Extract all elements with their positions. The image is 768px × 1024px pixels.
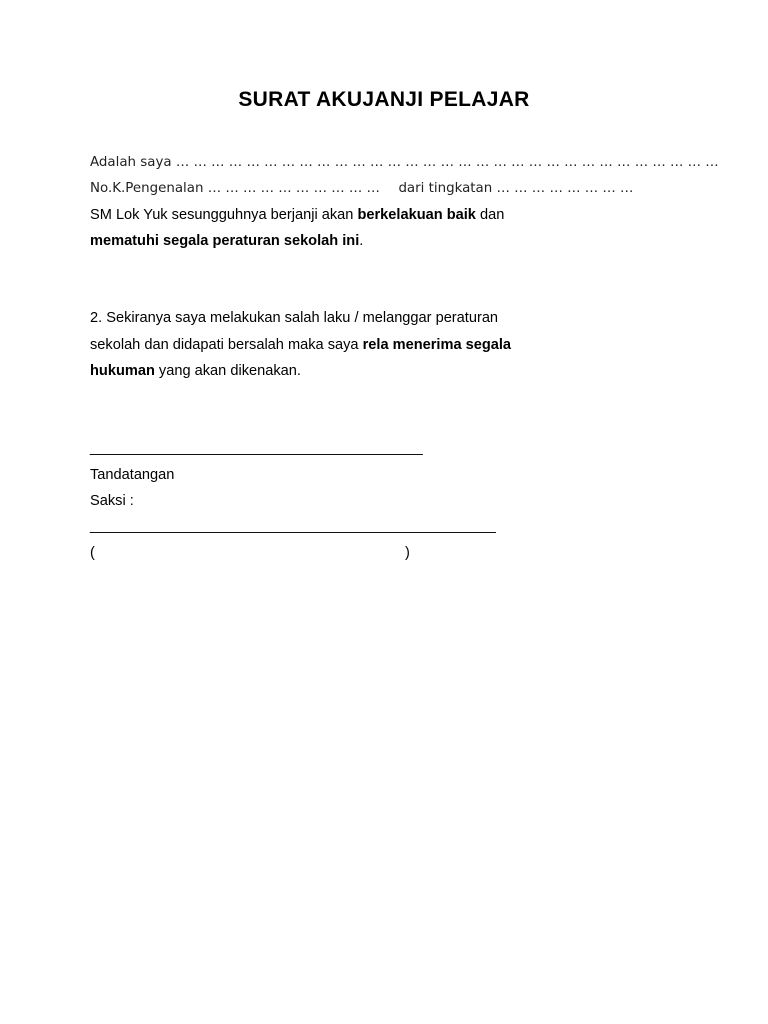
document-title: SURAT AKUJANJI PELAJAR bbox=[238, 88, 530, 111]
name-line: Adalah saya … … … … … … … … … … … … … … … … … … … … … … … … … … … … … … … bbox=[90, 155, 719, 170]
signature-line: _________________________________________ bbox=[90, 440, 423, 456]
clause-2-line-2 bbox=[90, 337, 511, 353]
ic-number-field: No.K.Pengenalan … … … … … … … … … … bbox=[90, 181, 380, 196]
witness-signature-line: __________________________________________________ bbox=[90, 518, 496, 534]
clause-2-line-1: 2. Sekiranya saya melakukan salah laku / melanggar peraturan bbox=[90, 310, 499, 326]
witness-name-paren-close: ) bbox=[405, 545, 410, 561]
clause-2-line-3 bbox=[90, 363, 301, 379]
pledge-bold-text: berkelakuan baik bbox=[357, 207, 476, 223]
form-level-field: dari tingkatan … … … … … … … … bbox=[398, 181, 634, 196]
signature-label: Tandatangan bbox=[90, 467, 175, 483]
clause-2-bold-text-2: hukuman bbox=[90, 363, 155, 379]
pledge-period: . bbox=[359, 233, 364, 249]
pledge-line-1 bbox=[90, 207, 504, 223]
clause-2-text: sekolah dan didapati bersalah maka saya bbox=[90, 337, 363, 353]
witness-name-paren-open: ( bbox=[90, 545, 95, 561]
pledge-bold-text-2: mematuhi segala peraturan sekolah ini bbox=[90, 233, 360, 249]
ic-and-form-line bbox=[90, 181, 633, 196]
pledge-line-2 bbox=[90, 233, 363, 249]
witness-label: Saksi : bbox=[90, 493, 134, 509]
pledge-text-end: dan bbox=[475, 207, 505, 223]
clause-2-text-end: yang akan dikenakan. bbox=[154, 363, 301, 379]
pledge-text: SM Lok Yuk sesungguhnya berjanji akan bbox=[90, 207, 358, 223]
clause-2-bold-text: rela menerima segala bbox=[362, 337, 512, 353]
